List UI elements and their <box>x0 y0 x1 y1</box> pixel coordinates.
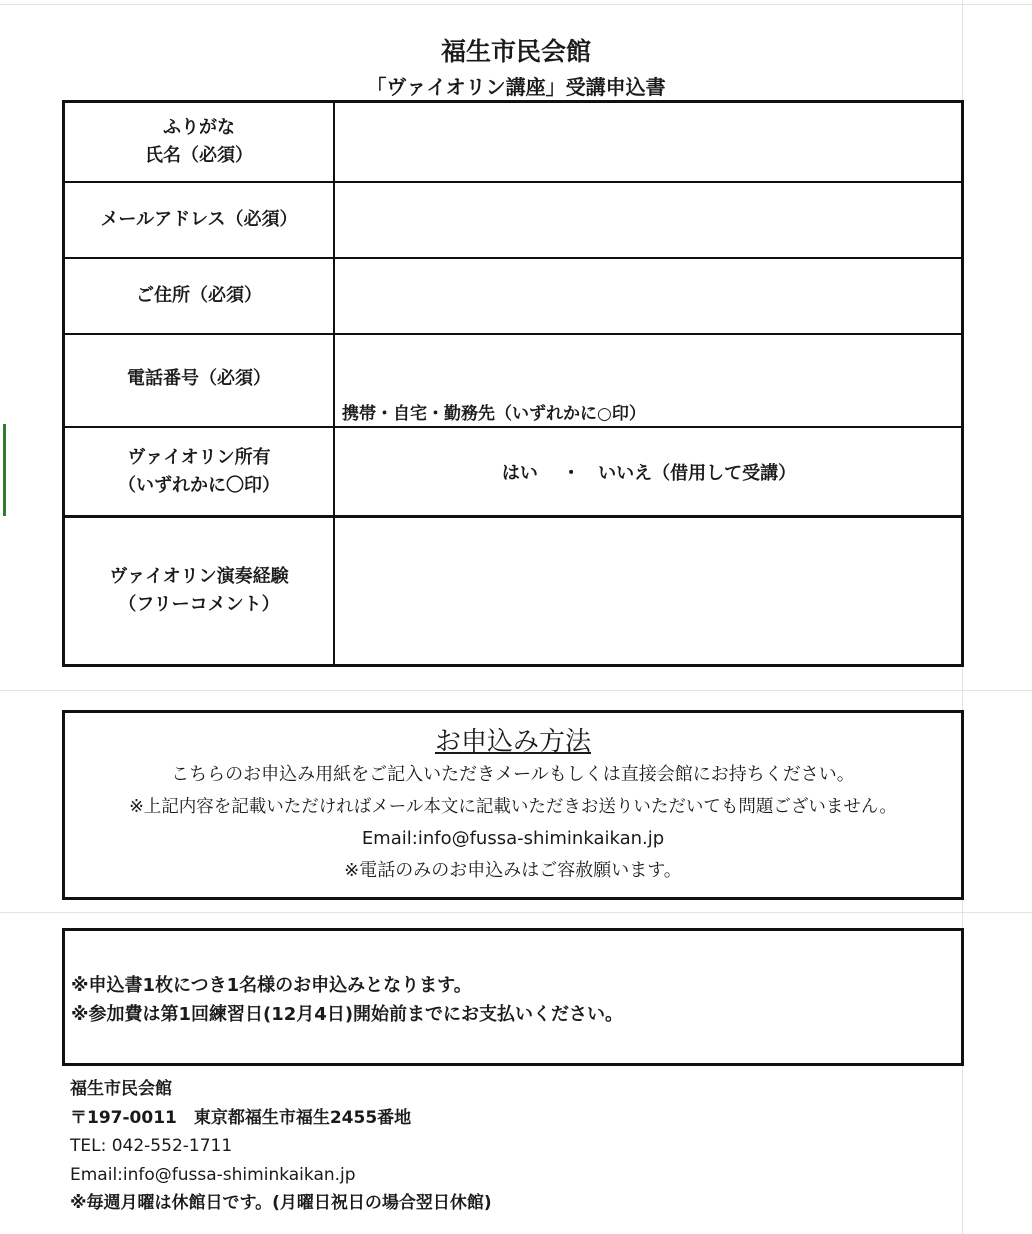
violin-owned-label: ヴァイオリン所有 <box>127 446 271 468</box>
email-input-cell[interactable] <box>337 183 961 257</box>
page-title: 福生市民会館 <box>440 37 591 66</box>
label-cell <box>65 183 335 257</box>
grid-line <box>0 912 1032 913</box>
furigana-label: ふりがな <box>163 117 235 138</box>
footer-contact <box>70 1075 492 1218</box>
note-line: ※参加費は第1回練習日(12月4日)開始前までにお支払いください。 <box>71 1004 624 1025</box>
note-line: ※申込書1枚につき1名様のお申込みとなります。 <box>71 975 472 996</box>
violin-owned-instruction: （いずれかに〇印） <box>118 474 280 496</box>
method-line: こちらのお申込み用紙をご記入いただきメールもしくは直接会館にお持ちください。 <box>171 764 855 785</box>
method-email: Email:info@fussa-shiminkaikan.jp <box>361 828 665 849</box>
form-row-name <box>65 103 961 183</box>
label-cell <box>65 103 335 181</box>
address-input-cell[interactable] <box>337 259 961 333</box>
violin-owned-choices[interactable]: はい ・ いいえ（借用して受講） <box>501 462 797 484</box>
footer-tel: TEL: 042-552-1711 <box>70 1136 233 1156</box>
phone-label: 電話番号（必須） <box>127 368 271 389</box>
footer-email: Email:info@fussa-shiminkaikan.jp <box>70 1164 356 1185</box>
form-row-phone <box>65 335 961 428</box>
row-selection-marker <box>3 424 6 516</box>
form-row-experience <box>65 518 961 664</box>
footer-venue-name: 福生市民会館 <box>70 1079 172 1099</box>
application-form <box>62 100 964 667</box>
form-row-violin-owned <box>65 428 961 518</box>
email-label: メールアドレス（必須） <box>100 209 298 230</box>
form-row-email <box>65 183 961 259</box>
label-cell <box>65 259 335 333</box>
method-heading: お申込み方法 <box>434 727 591 757</box>
label-cell <box>65 518 335 664</box>
page-subtitle: 「ヴァイオリン講座」受講申込書 <box>366 75 666 99</box>
grid-line <box>0 690 1032 691</box>
grid-line <box>0 4 1032 5</box>
name-input-cell[interactable] <box>337 103 961 181</box>
application-method-box <box>62 710 964 900</box>
method-line: ※電話のみのお申込みはご容赦願います。 <box>344 860 682 881</box>
footer-address: 〒197-0011 東京都福生市福生2455番地 <box>70 1107 412 1128</box>
address-label: ご住所（必須） <box>136 285 262 306</box>
footer-closed-note: ※毎週月曜は休館日です。(月曜日祝日の場合翌日休館) <box>70 1193 492 1213</box>
name-label: 氏名（必須） <box>145 145 253 166</box>
label-cell <box>65 428 335 515</box>
experience-input-cell[interactable] <box>337 518 961 664</box>
label-cell <box>65 335 335 426</box>
phone-input-cell[interactable] <box>337 335 961 426</box>
experience-label: ヴァイオリン演奏経験 <box>109 566 289 587</box>
notes-box <box>62 928 964 1066</box>
phone-type-note: 携帯・自宅・勤務先（いずれかに○印） <box>342 404 646 424</box>
violin-owned-cell[interactable] <box>337 428 961 515</box>
form-row-address <box>65 259 961 335</box>
method-line: ※上記内容を記載いただければメール本文に記載いただきお送りいただいても問題ございません。 <box>129 797 897 817</box>
experience-instruction: （フリーコメント） <box>118 594 280 615</box>
